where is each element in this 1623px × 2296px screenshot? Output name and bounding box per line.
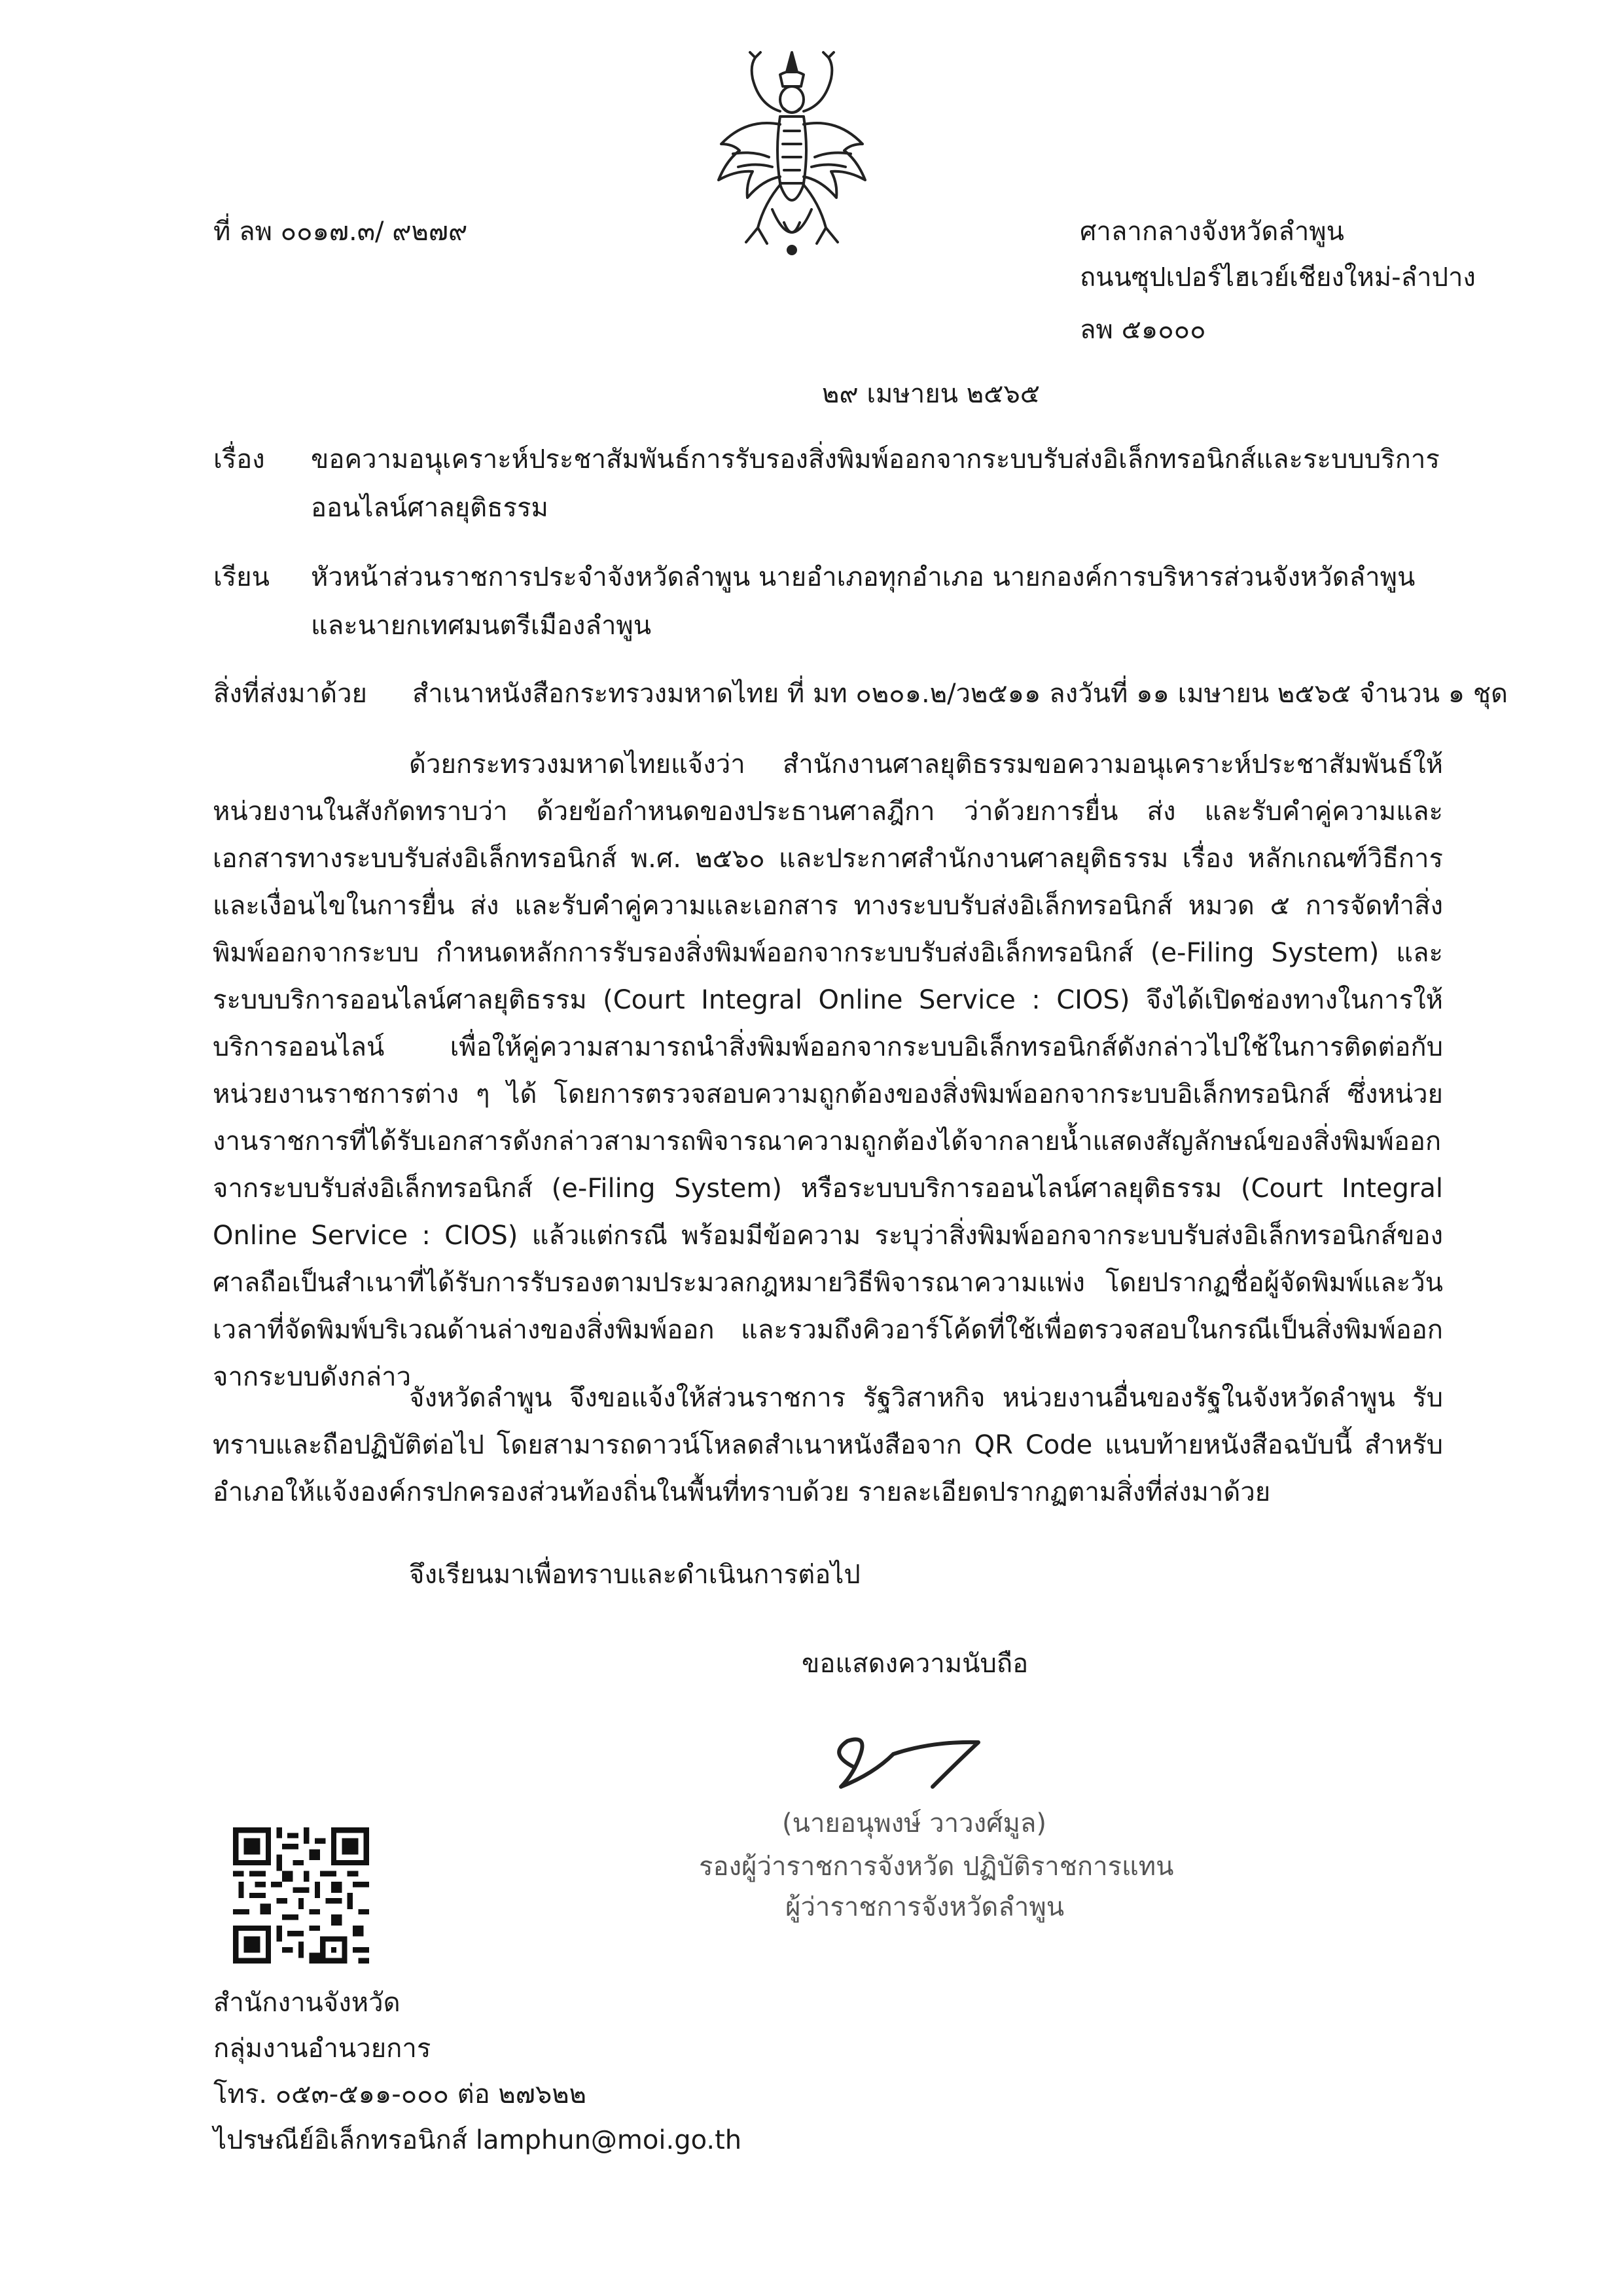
subject-label: เรื่อง (213, 444, 265, 475)
body-paragraph-3: จึงเรียนมาเพื่อทราบและดำเนินการต่อไป (409, 1560, 861, 1590)
body-paragraph-2: จังหวัดลำพูน จึงขอแจ้งให้ส่วนราชการ รัฐวิสาหกิจ หน่วยงานอื่นของรัฐในจังหวัดลำพูน รับทราบและถือปฏิบัติต่อไป โดยสามารถดาวน์โหลดสำเนาหนังสือจาก QR Code แนบท้ายหนังสือฉบับนี้ สำหรับอำเภอให้แจ้งองค์กรปกครองส่วนท้องถิ่นในพื้นที่ทราบด้วย รายละเอียดปรากฏตามสิ่งที่ส่งมาด้วย (213, 1383, 1443, 1507)
qr-code-icon (233, 1827, 369, 1964)
document-number: ที่ ลพ ๐๐๑๗.๓/ ๙๒๗๙ (213, 217, 468, 247)
body-paragraph-1: ด้วยกระทรวงมหาดไทยแจ้งว่า สำนักงานศาลยุติธรรมขอความอนุเคราะห์ประชาสัมพันธ์ให้หน่วยงานในสังกัดทราบว่า ด้วยข้อกำหนดของประธานศาลฎีกา ว่าด้วยการยื่น ส่ง และรับคำคู่ความและเอกสารทางระบบรับส่งอิเล็กทรอนิกส์ พ.ศ. ๒๕๖๐ และประกาศสำนักงานศาลยุติธรรม เรื่อง หลักเกณฑ์วิธีการ และเงื่อนไขในการยื่น ส่ง และรับคำคู่ความและเอกสาร ทางระบบรับส่งอิเล็กทรอนิกส์ หมวด ๕ การจัดทำสิ่งพิมพ์ออกจากระบบ กำหนดหลักการรับรองสิ่งพิมพ์ออกจากระบบรับส่งอิเล็กทรอนิกส์ (e-Filing System) และระบบบริการออนไลน์ศาลยุติธรรม (Court Integral Online Service : CIOS) จึงได้เปิดช่องทางในการให้บริการออนไลน์ เพื่อให้คู่ความสามารถนำสิ่งพิมพ์ออกจากระบบอิเล็กทรอนิกส์ดังกล่าวไปใช้ในการติดต่อกับหน่วยงานราชการต่าง ๆ ได้ โดยการตรวจสอบความถูกต้องของสิ่งพิมพ์ออกจากระบบอิเล็กทรอนิกส์ ซึ่งหน่วยงานราชการที่ได้รับเอกสารดังกล่าวสามารถพิจารณาความถูกต้องได้จากลายน้ำแสดงสัญลักษณ์ของสิ่งพิมพ์ออกจากระบบรับส่งอิเล็กทรอนิกส์ (e-Filing System) หรือระบบบริการออนไลน์ศาลยุติธรรม (Court Integral Online Service : CIOS) แล้วแต่กรณี พร้อมมีข้อความ ระบุว่าสิ่งพิมพ์ออกจากระบบรับส่งอิเล็กทรอนิกส์ของศาลถือเป็นสำเนาที่ได้รับการรับรองตามประมวลกฎหมายวิธีพิจารณาความแพ่ง โดยปรากฏชื่อผู้จัดพิมพ์และวันเวลาที่จัดพิมพ์บริเวณด้านล่างของสิ่งพิมพ์ออก และรวมถึงคิวอาร์โค้ดที่ใช้เพื่อตรวจสอบในกรณีเป็นสิ่งพิมพ์ออกจากระบบดังกล่าว (213, 749, 1444, 1392)
closing-salutation: ขอแสดงความนับถือ (802, 1649, 1029, 1679)
garuda-emblem-icon (707, 46, 877, 262)
footer-office: สำนักงานจังหวัด (213, 1988, 401, 2018)
signer-name: (นายอนุพงษ์ วาวงศ์มูล) (782, 1808, 1046, 1839)
enclosure-text: สำเนาหนังสือกระทรวงมหาดไทย ที่ มท ๐๒๐๑.๒/ว๒๕๑๑ ลงวันที่ ๑๑ เมษายน ๒๕๖๕ จำนวน ๑ ชุด (412, 679, 1508, 709)
subject-line-1: ขอความอนุเคราะห์ประชาสัมพันธ์การรับรองสิ่งพิมพ์ออกจากระบบรับส่งอิเล็กทรอนิกส์และระบบบริการ (311, 444, 1440, 475)
signer-title-2: ผู้ว่าราชการจังหวัดลำพูน (785, 1892, 1065, 1922)
handwritten-signature (815, 1728, 1011, 1800)
footer-division: กลุ่มงานอำนวยการ (213, 2034, 431, 2064)
document-date: ๒๙ เมษายน ๒๕๖๕ (822, 379, 1041, 409)
address-line-3: ลพ ๕๑๐๐๐ (1080, 315, 1206, 345)
address-line-1: ศาลากลางจังหวัดลำพูน (1080, 217, 1345, 247)
recipient-label: เรียน (213, 562, 270, 592)
footer-phone: โทร. ๐๕๓-๕๑๑-๐๐๐ ต่อ ๒๗๖๒๒ (213, 2079, 586, 2109)
recipient-line-2: และนายกเทศมนตรีเมืองลำพูน (311, 611, 652, 641)
recipient-line-1: หัวหน้าส่วนราชการประจำจังหวัดลำพูน นายอำเภอทุกอำเภอ นายกองค์การบริหารส่วนจังหวัดลำพูน (311, 562, 1416, 592)
enclosure-label: สิ่งที่ส่งมาด้วย (213, 679, 367, 709)
footer-email: ไปรษณีย์อิเล็กทรอนิกส์ lamphun@moi.go.th (213, 2125, 742, 2155)
subject-line-2: ออนไลน์ศาลยุติธรรม (311, 493, 548, 523)
address-line-2: ถนนซุปเปอร์ไฮเวย์เชียงใหม่-ลำปาง (1080, 262, 1476, 293)
signer-title-1: รองผู้ว่าราชการจังหวัด ปฏิบัติราชการแทน (699, 1852, 1174, 1882)
